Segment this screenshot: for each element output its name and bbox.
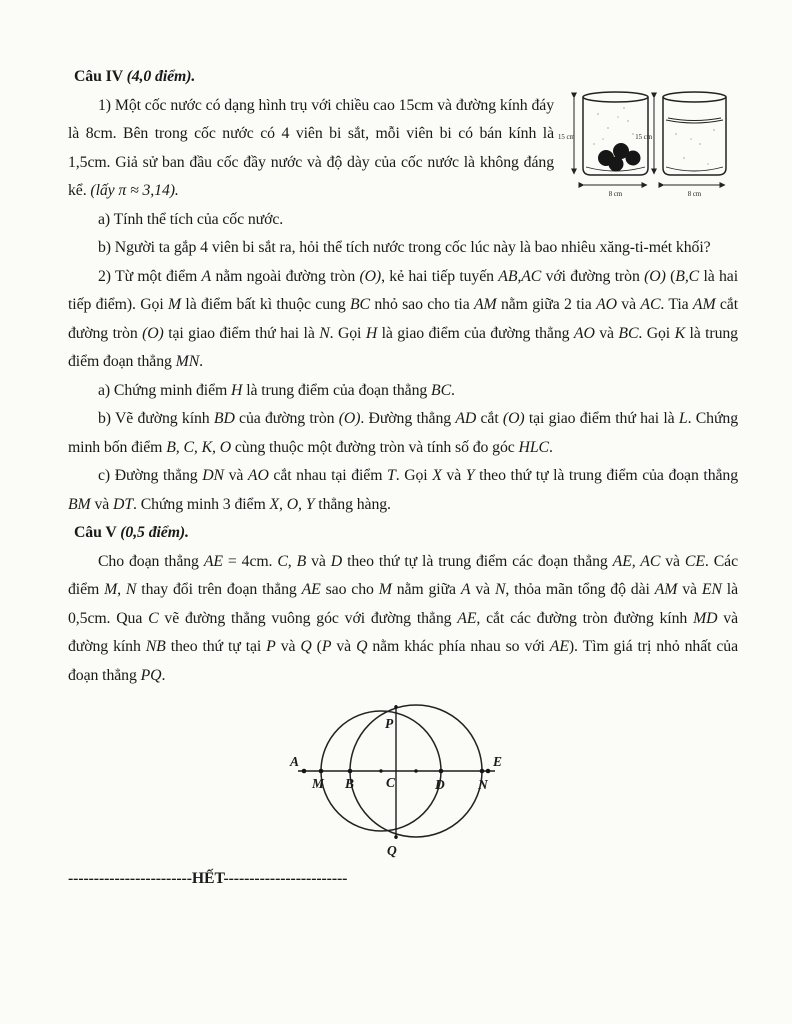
two-circles-figure <box>286 690 551 865</box>
text-segment: và <box>441 467 466 484</box>
text-segment: và <box>594 324 619 342</box>
text-segment: DT <box>113 495 134 513</box>
point-label-N: N <box>478 777 488 792</box>
text-segment: theo thứ tự là trung điểm các đoạn thẳng <box>342 552 613 570</box>
text-segment: ( <box>665 267 676 285</box>
two-circles-svg <box>286 690 551 865</box>
text-segment: và <box>306 552 331 570</box>
text-segment: AM <box>692 296 716 313</box>
text-segment: là trung điểm đoạn thẳng <box>68 324 738 370</box>
text-segment: với đường tròn <box>541 267 645 285</box>
text-segment: . Chứng minh bốn điểm <box>68 410 739 456</box>
text-segment: tại giao điểm thứ hai là <box>163 324 320 342</box>
text-segment: và <box>660 552 685 570</box>
text-segment: cắt đường tròn <box>68 296 738 342</box>
text-segment: . Gọi <box>329 324 366 342</box>
problem-v-statement <box>68 548 738 691</box>
text-segment: (O) <box>142 324 164 342</box>
text-segment: P <box>266 638 276 655</box>
point-label-P: P <box>385 716 394 731</box>
text-segment: , cắt các đường tròn đường kính <box>476 609 694 627</box>
cau-v-heading <box>68 519 738 548</box>
text-segment: EN <box>701 581 722 598</box>
text-segment: theo thứ tự là trung điểm của đoạn thẳng <box>474 467 738 484</box>
text-segment: = 4cm. <box>222 552 278 570</box>
text-segment: c) Đường thẳng <box>98 467 203 484</box>
text-segment: H <box>365 324 378 342</box>
text-segment: BD <box>213 410 235 427</box>
point-label-B: B <box>345 776 355 791</box>
text-segment: sao cho <box>320 581 379 598</box>
text-segment: L <box>678 410 688 427</box>
text-segment: MN <box>175 353 200 370</box>
text-segment: N <box>494 581 506 598</box>
text-segment: thẳng hàng. <box>314 495 391 513</box>
text-segment: T <box>387 467 396 484</box>
problem-2b <box>68 405 738 462</box>
text-segment: theo thứ tự tại <box>165 638 267 655</box>
text-segment: . Các điểm <box>68 552 738 598</box>
text-segment: Y <box>465 467 475 484</box>
text-segment: và <box>223 467 248 484</box>
text-segment: của đường tròn <box>234 410 339 427</box>
point-label-D: D <box>435 777 445 792</box>
text-segment: AE <box>301 581 321 598</box>
point-label-C: C <box>386 775 396 790</box>
text-segment: BC <box>350 296 370 313</box>
text-segment: BC <box>431 381 452 399</box>
text-segment: nằm giữa 2 tia <box>496 296 597 313</box>
left-width-label: 8 cm <box>608 191 623 198</box>
text-segment: AB,AC <box>498 267 542 285</box>
text-segment: B, C, K, O <box>166 438 232 456</box>
text-segment: C, B <box>277 552 307 570</box>
point-label-M: M <box>312 776 325 791</box>
text-segment: nằm khác phía nhau so với <box>367 638 550 655</box>
text-segment: ( <box>311 638 322 655</box>
text-segment: . Gọi <box>638 324 675 342</box>
text-segment: B,C <box>675 267 700 285</box>
right-height-label: 15 cm <box>635 134 652 141</box>
text-segment: CE <box>684 552 705 570</box>
text-segment: Q <box>300 638 312 655</box>
text-segment: b) Vẽ đường kính <box>98 410 214 427</box>
text-segment: M, N <box>104 581 137 598</box>
text-segment: MD <box>693 609 718 627</box>
right-width-label: 8 cm <box>687 191 702 198</box>
text-segment: AO <box>247 467 269 484</box>
point-label-A: A <box>290 754 300 769</box>
text-segment: NB <box>145 638 166 655</box>
text-segment: M <box>167 296 182 313</box>
text-segment: nhỏ sao cho tia <box>370 296 474 313</box>
text-segment: (O) <box>338 410 361 427</box>
text-segment: (0,5 điểm). <box>120 524 189 541</box>
text-segment: vẽ đường thẳng vuông góc với đường thẳng <box>158 609 458 627</box>
text-segment: 1) Một cốc nước có dạng hình trụ với chiều cao 15cm và đường kính đáy là 8cm. Bên trong cốc nước có 4 viên bi sắt, mỗi viên bi có bán kính là 1,5cm. Giả sử ban đầu cốc đầy nước và độ dày của cốc nước là không đáng kể. <box>68 96 554 199</box>
text-segment: và <box>90 495 114 513</box>
text-segment: và <box>616 296 641 313</box>
problem-1a <box>68 206 738 235</box>
text-segment: a) Chứng minh điểm <box>98 381 232 399</box>
text-segment: 2) Từ một điểm <box>98 267 202 285</box>
text-segment: . <box>451 381 455 399</box>
text-segment: C <box>148 609 159 627</box>
text-segment: , kẻ hai tiếp tuyến <box>381 267 499 285</box>
text-segment: nằm ngoài đường tròn <box>211 267 360 285</box>
text-segment: là giao điểm của đường thẳng <box>377 324 574 342</box>
text-segment: là 0,5cm. Qua <box>68 581 738 627</box>
text-segment: (O) <box>359 267 382 285</box>
text-segment: tại giao điểm thứ hai là <box>524 410 679 427</box>
text-segment: Câu V <box>74 524 121 541</box>
problem-2c <box>68 462 738 519</box>
text-segment: Câu IV <box>74 68 127 85</box>
text-segment: và đường kính <box>68 609 739 655</box>
text-segment: AE <box>457 609 477 627</box>
text-segment: , thỏa mãn tổng độ dài <box>505 581 655 598</box>
text-segment: . <box>199 353 203 370</box>
text-segment: là điểm bất kì thuộc cung <box>181 296 350 313</box>
problem-1-statement <box>68 92 554 206</box>
text-segment: ). Tìm giá trị nhỏ nhất của đoạn thẳng <box>68 638 738 684</box>
text-segment: AE <box>549 638 569 655</box>
text-segment: AM <box>654 581 678 598</box>
text-segment: nằm giữa <box>391 581 461 598</box>
text-segment: BC <box>618 324 639 342</box>
text-segment: Cho đoạn thẳng <box>98 552 204 570</box>
text-segment: AO <box>573 324 595 342</box>
text-segment: M <box>378 581 392 598</box>
text-segment: thay đổi trên đoạn thẳng <box>136 581 302 598</box>
text-segment: X, O, Y <box>269 495 315 513</box>
end-marker: ------------------------HẾT------------------------ <box>68 870 348 887</box>
problem-2-statement <box>68 263 738 377</box>
text-segment: P <box>321 638 332 655</box>
text-segment: Q <box>356 638 368 655</box>
text-segment: (O) <box>502 410 525 427</box>
text-segment: . Đường thẳng <box>360 410 456 427</box>
point-label-E: E <box>493 754 503 769</box>
text-segment: b) Người ta gắp 4 viên bi sắt ra, hỏi thể tích nước trong cốc lúc này là bao nhiêu xăng-ti-mét khối? <box>98 239 711 256</box>
text-segment: X <box>432 467 442 484</box>
text-segment: AC <box>640 296 661 313</box>
text-segment: cắt <box>476 410 503 427</box>
text-segment: AM <box>473 296 497 313</box>
left-height-label: 15 cm <box>558 134 575 141</box>
text-segment: (O) <box>644 267 666 285</box>
problem-2a <box>68 377 738 406</box>
text-segment: . Gọi <box>395 467 433 484</box>
text-segment: và <box>677 581 702 598</box>
text-segment: N <box>319 324 330 342</box>
text-segment: HLC <box>518 438 549 456</box>
text-segment: . <box>161 666 166 684</box>
text-segment: cắt nhau tại điểm <box>268 467 388 484</box>
text-segment: . <box>548 438 553 456</box>
point-label-Q: Q <box>387 843 397 858</box>
text-segment: AE <box>203 552 223 570</box>
text-segment: là trung điểm của đoạn thẳng <box>242 381 432 399</box>
text-segment: . Tia <box>660 296 693 313</box>
text-segment: và <box>331 638 357 655</box>
text-segment: A <box>201 267 212 285</box>
text-segment: a) Tính thể tích của cốc nước. <box>98 210 284 228</box>
text-segment: . Chứng minh 3 điểm <box>133 495 270 513</box>
document-content <box>68 63 738 894</box>
text-segment: D <box>330 552 343 570</box>
cau-iv-heading <box>68 63 738 92</box>
text-segment: là hai tiếp điểm). Gọi <box>68 267 738 313</box>
text-segment: và <box>470 581 495 598</box>
text-segment: AD <box>455 410 477 427</box>
text-segment: (4,0 điểm). <box>126 68 196 85</box>
text-segment: PQ <box>140 666 162 684</box>
text-segment: K <box>674 324 685 342</box>
text-segment: AO <box>596 296 617 313</box>
text-segment: A <box>460 581 471 598</box>
text-segment: (lấy π ≈ 3,14). <box>90 182 179 199</box>
problem-1b <box>68 234 738 263</box>
text-segment: H <box>231 381 243 399</box>
text-segment: BM <box>68 495 91 513</box>
text-segment: và <box>275 638 301 655</box>
text-segment: cùng thuộc một đường tròn và tính số đo góc <box>231 438 519 456</box>
text-segment: DN <box>202 467 224 484</box>
text-segment: AE, AC <box>612 552 661 570</box>
